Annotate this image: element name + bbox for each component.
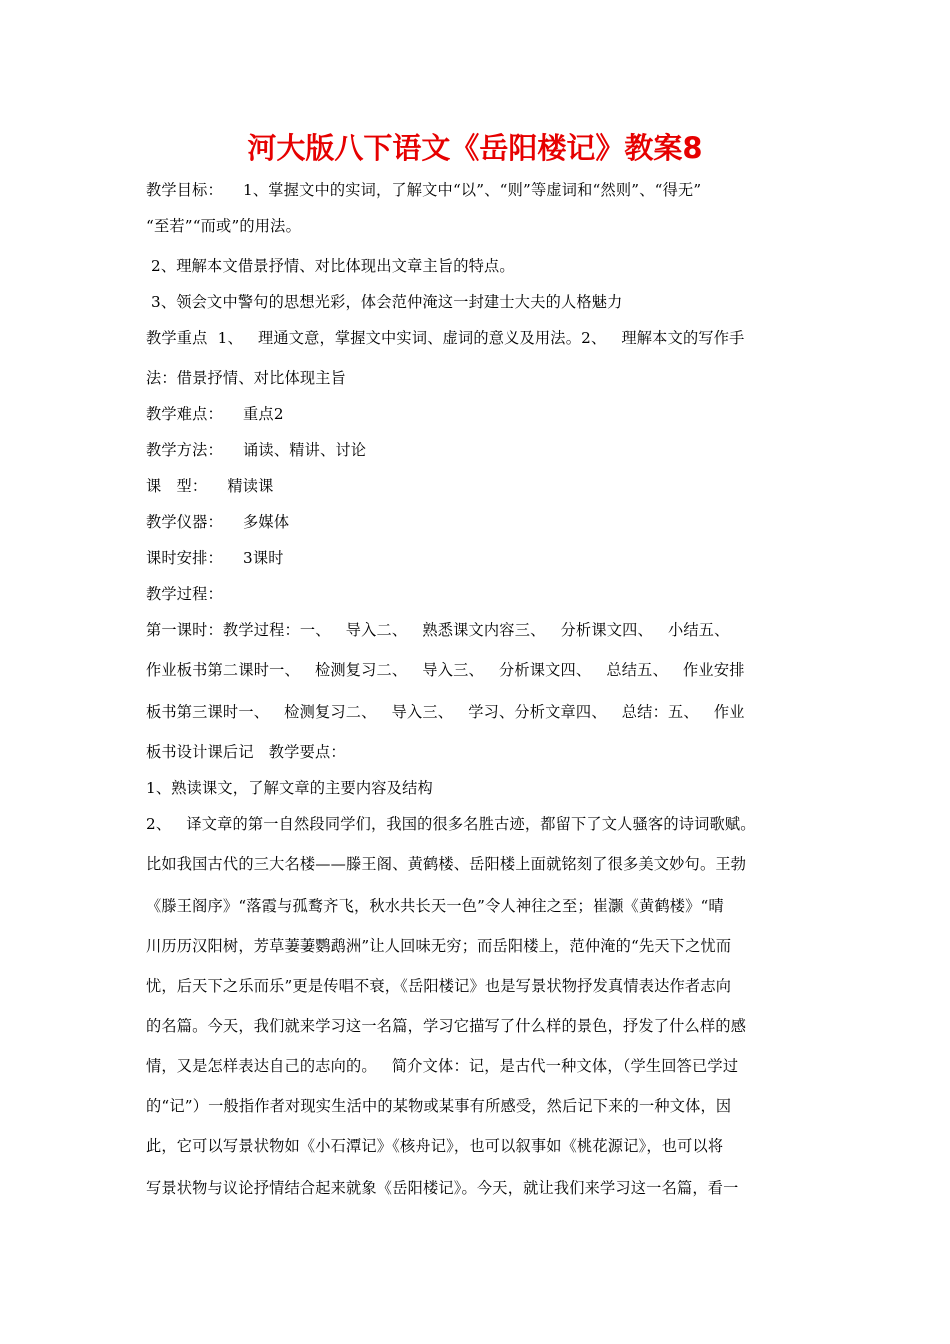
text-line: 课 型： 精读课 (146, 477, 274, 495)
text-line: 板书设计课后记 教学要点： (146, 743, 346, 761)
text-line: 教学难点： 重点2 (146, 405, 284, 423)
text-line: 教学重点 1、 理通文意，掌握文中实词、虚词的意义及用法。2、 理解本文的写作手 (146, 329, 745, 347)
text-line: 忧，后天下之乐而乐”更是传唱不衰，《岳阳楼记》也是写景状物抒发真情表达作者志向 (146, 977, 732, 995)
text-line: 1、熟读课文，了解文章的主要内容及结构 (146, 779, 433, 797)
text-line: 课时安排： 3课时 (146, 549, 284, 567)
text-line: 教学仪器： 多媒体 (146, 513, 290, 531)
text-line: 写景状物与议论抒情结合起来就象《岳阳楼记》。今天，就让我们来学习这一名篇，看一 (146, 1179, 739, 1197)
text-line: 情，又是怎样表达自己的志向的。 简介文体：记，是古代一种文体，（学生回答已学过 (146, 1057, 739, 1075)
text-line: 板书第三课时一、 检测复习二、 导入三、 学习、分析文章四、 总结：五、 作业 (146, 703, 745, 721)
text-line: 川历历汉阳树，芳草萋萋鹦鹉洲”让人回味无穷；而岳阳楼上，范仲淹的“先天下之忧而 (146, 937, 732, 955)
text-line: 2、 译文章的第一自然段同学们，我国的很多名胜古迹，都留下了文人骚客的诗词歌赋。 (146, 815, 756, 833)
text-line: 《滕王阁序》“落霞与孤鹜齐飞，秋水共长天一色”令人神往之至；崔灏《黄鹤楼》“晴 (146, 897, 724, 915)
document-title: 河大版八下语文《岳阳楼记》教案8 (247, 131, 703, 165)
text-line: 2、理解本文借景抒情、对比体现出文章主旨的特点。 (146, 257, 515, 275)
text-line: 教学目标： 1、掌握文中的实词，了解文中“以”、“则”等虚词和“然则”、“得无” (146, 181, 702, 199)
text-line: 此，它可以写景状物如《小石潭记》《核舟记》，也可以叙事如《桃花源记》，也可以将 (146, 1137, 724, 1155)
text-line: 第一课时：教学过程：一、 导入二、 熟悉课文内容三、 分析课文四、 小结五、 (146, 621, 730, 639)
text-line: 比如我国古代的三大名楼——滕王阁、黄鹤楼、岳阳楼上面就铭刻了很多美文妙句。王勃 (146, 855, 747, 873)
text-line: 的名篇。今天，我们就来学习这一名篇，学习它描写了什么样的景色，抒发了什么样的感 (146, 1017, 747, 1035)
text-line: 的“记”）一般指作者对现实生活中的某物或某事有所感受，然后记下来的一种文体，因 (146, 1097, 732, 1115)
text-line: 教学过程： (146, 585, 223, 603)
text-line: 作业板书第二课时一、 检测复习二、 导入三、 分析课文四、 总结五、 作业安排 (146, 661, 745, 679)
text-line: 法：借景抒情、对比体现主旨 (146, 369, 347, 387)
text-line: “至若”“而或”的用法。 (146, 217, 301, 235)
text-line: 教学方法： 诵读、精讲、讨论 (146, 441, 367, 459)
text-line: 3、领会文中警句的思想光彩，体会范仲淹这一封建士大夫的人格魅力 (146, 293, 623, 311)
